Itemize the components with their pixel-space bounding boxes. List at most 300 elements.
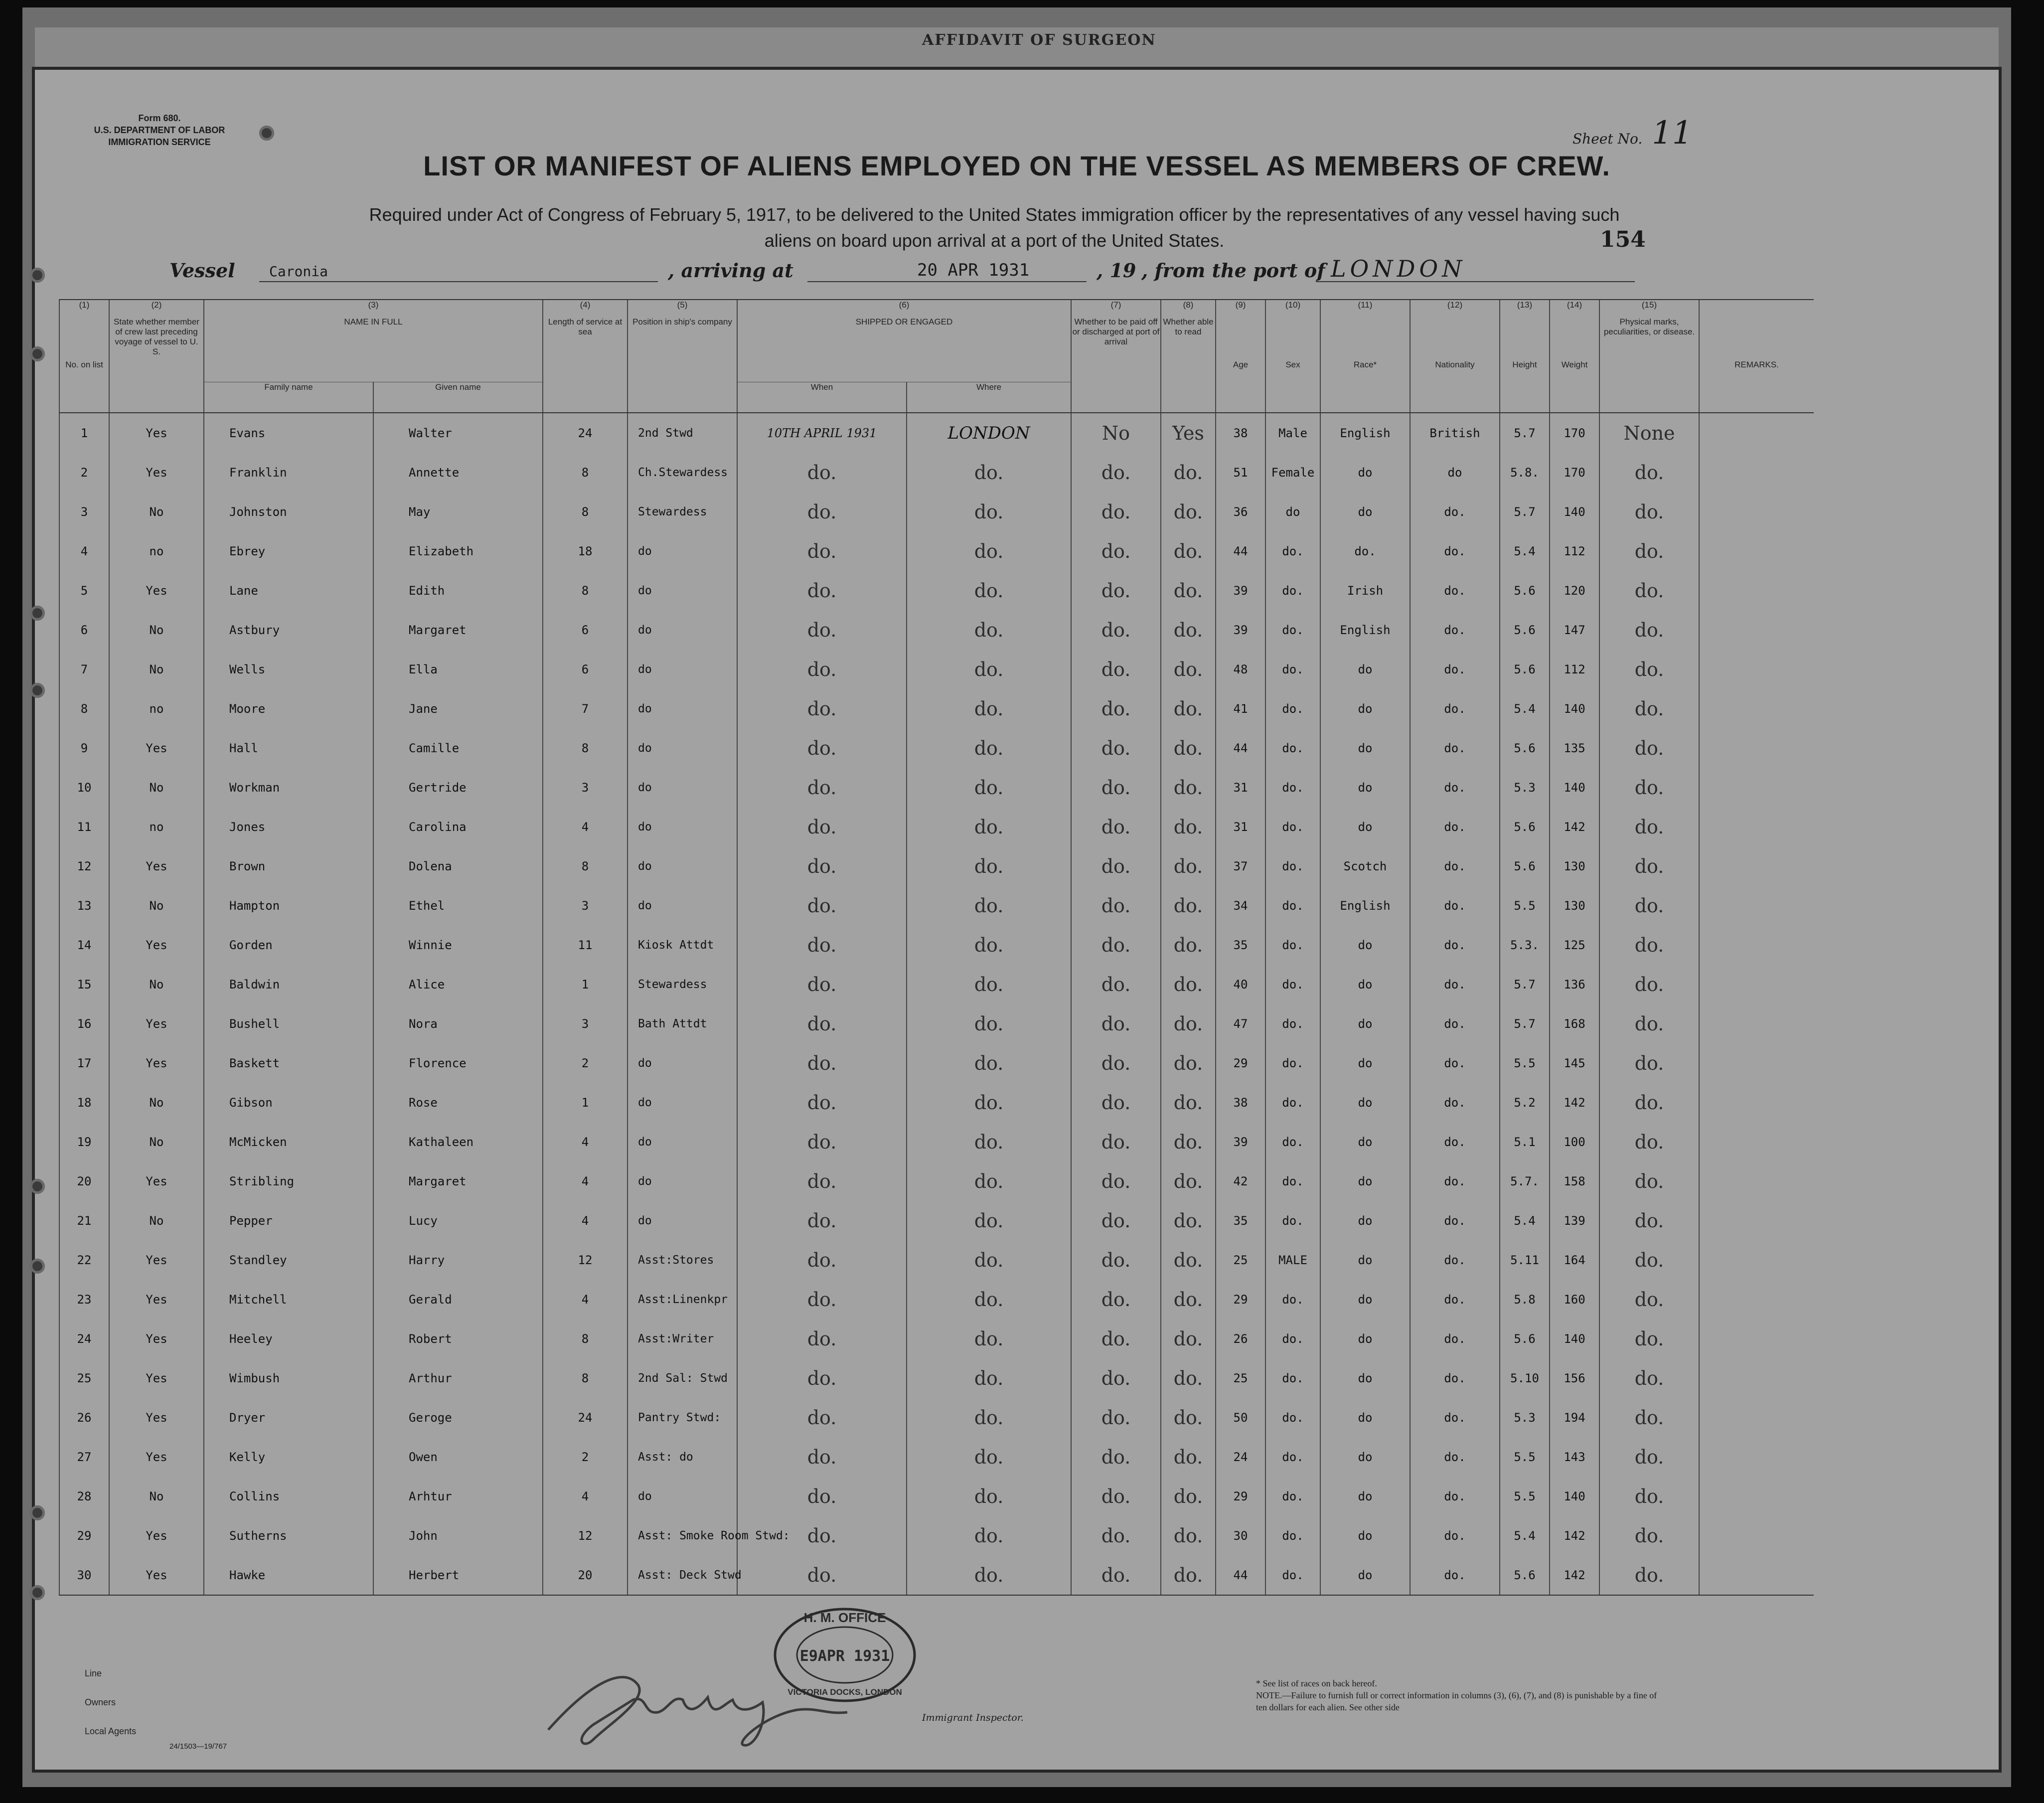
family-name: Heeley bbox=[204, 1319, 373, 1358]
weight: 139 bbox=[1550, 1201, 1599, 1240]
manifest-row bbox=[59, 531, 1814, 571]
member-previous: no bbox=[109, 531, 204, 571]
shipped-when: do. bbox=[737, 1319, 907, 1358]
manifest-row bbox=[59, 728, 1814, 768]
family-name: Lane bbox=[204, 571, 373, 610]
shipped-when: do. bbox=[737, 1201, 907, 1240]
race: do bbox=[1320, 768, 1410, 807]
age: 24 bbox=[1216, 1437, 1265, 1476]
paid-off: do. bbox=[1071, 531, 1161, 571]
age: 42 bbox=[1216, 1161, 1265, 1201]
sheet-number-label: Sheet No. bbox=[1572, 131, 1643, 147]
row-number: 17 bbox=[59, 1043, 109, 1083]
shipped-where: do. bbox=[907, 1358, 1071, 1398]
physical-marks: do. bbox=[1599, 453, 1699, 492]
length-of-service: 18 bbox=[543, 531, 628, 571]
paid-off: do. bbox=[1071, 1043, 1161, 1083]
nationality: do bbox=[1410, 453, 1500, 492]
family-name: Ebrey bbox=[204, 531, 373, 571]
row-number: 15 bbox=[59, 965, 109, 1004]
given-name: Florence bbox=[373, 1043, 543, 1083]
member-previous: Yes bbox=[109, 1398, 204, 1437]
header-physical-marks: Physical marks, peculiarities, or disease. bbox=[1599, 317, 1699, 413]
shipped-when: do. bbox=[737, 1437, 907, 1476]
paid-off: do. bbox=[1071, 1476, 1161, 1516]
sex: do. bbox=[1265, 1043, 1320, 1083]
age: 44 bbox=[1216, 1555, 1265, 1595]
able-to-read: do. bbox=[1161, 1004, 1216, 1043]
shipped-when: do. bbox=[737, 886, 907, 925]
position-in-company: do bbox=[628, 846, 737, 886]
age: 37 bbox=[1216, 846, 1265, 886]
col-number: (1) bbox=[59, 300, 109, 317]
nationality: do. bbox=[1410, 925, 1500, 965]
shipped-when: do. bbox=[737, 610, 907, 650]
race: do bbox=[1320, 1319, 1410, 1358]
given-name: Nora bbox=[373, 1004, 543, 1043]
member-previous: No bbox=[109, 1476, 204, 1516]
binder-hole-icon bbox=[30, 683, 45, 698]
weight: 135 bbox=[1550, 728, 1599, 768]
vessel-label: Vessel bbox=[169, 259, 235, 282]
col-number: (8) bbox=[1161, 300, 1216, 317]
manifest-row bbox=[59, 1319, 1814, 1358]
shipped-when: do. bbox=[737, 807, 907, 846]
folded-top-edge bbox=[35, 27, 1999, 70]
col-number: (7) bbox=[1071, 300, 1161, 317]
member-previous: No bbox=[109, 1083, 204, 1122]
header-age: Age bbox=[1216, 317, 1265, 413]
position-in-company: Ch.Stewardess bbox=[628, 453, 737, 492]
member-previous: no bbox=[109, 807, 204, 846]
family-name: Kelly bbox=[204, 1437, 373, 1476]
physical-marks: do. bbox=[1599, 492, 1699, 531]
physical-marks: do. bbox=[1599, 768, 1699, 807]
sex: do bbox=[1265, 492, 1320, 531]
paid-off: do. bbox=[1071, 610, 1161, 650]
sex: do. bbox=[1265, 610, 1320, 650]
col-number: (14) bbox=[1550, 300, 1599, 317]
row-number: 7 bbox=[59, 650, 109, 689]
header-given-name: Given name bbox=[373, 382, 543, 413]
given-name: Owen bbox=[373, 1437, 543, 1476]
sex: do. bbox=[1265, 965, 1320, 1004]
row-number: 8 bbox=[59, 689, 109, 728]
paid-off: do. bbox=[1071, 807, 1161, 846]
remarks bbox=[1699, 1437, 1814, 1476]
remarks bbox=[1699, 610, 1814, 650]
remarks bbox=[1699, 1004, 1814, 1043]
weight: 142 bbox=[1550, 1516, 1599, 1555]
weight: 112 bbox=[1550, 650, 1599, 689]
able-to-read: do. bbox=[1161, 1240, 1216, 1280]
member-previous: Yes bbox=[109, 453, 204, 492]
physical-marks: do. bbox=[1599, 807, 1699, 846]
nationality: do. bbox=[1410, 886, 1500, 925]
family-name: Stribling bbox=[204, 1161, 373, 1201]
member-previous: No bbox=[109, 492, 204, 531]
position-in-company: 2nd Sal: Stwd bbox=[628, 1358, 737, 1398]
family-name: Franklin bbox=[204, 453, 373, 492]
physical-marks: do. bbox=[1599, 1476, 1699, 1516]
owners-label: Owners bbox=[85, 1697, 116, 1707]
member-previous: Yes bbox=[109, 413, 204, 453]
nationality: do. bbox=[1410, 1043, 1500, 1083]
header-sex: Sex bbox=[1265, 317, 1320, 413]
nationality: do. bbox=[1410, 807, 1500, 846]
header-position: Position in ship's company bbox=[628, 317, 737, 413]
sex: do. bbox=[1265, 571, 1320, 610]
shipped-where: do. bbox=[907, 1398, 1071, 1437]
paid-off: do. bbox=[1071, 689, 1161, 728]
family-name: Gorden bbox=[204, 925, 373, 965]
physical-marks: do. bbox=[1599, 925, 1699, 965]
paid-off: do. bbox=[1071, 1358, 1161, 1398]
member-previous: Yes bbox=[109, 925, 204, 965]
member-previous: no bbox=[109, 689, 204, 728]
remarks bbox=[1699, 846, 1814, 886]
able-to-read: do. bbox=[1161, 1161, 1216, 1201]
able-to-read: do. bbox=[1161, 1437, 1216, 1476]
sex: do. bbox=[1265, 1555, 1320, 1595]
race: do bbox=[1320, 1437, 1410, 1476]
row-number: 22 bbox=[59, 1240, 109, 1280]
age: 31 bbox=[1216, 768, 1265, 807]
race: do bbox=[1320, 1516, 1410, 1555]
nationality: British bbox=[1410, 413, 1500, 453]
paid-off: do. bbox=[1071, 1516, 1161, 1555]
remarks bbox=[1699, 1280, 1814, 1319]
member-previous: No bbox=[109, 886, 204, 925]
manifest-row bbox=[59, 689, 1814, 728]
header-length-service: Length of service at sea bbox=[543, 317, 628, 413]
height: 5.3 bbox=[1500, 768, 1550, 807]
weight: 158 bbox=[1550, 1161, 1599, 1201]
row-number: 2 bbox=[59, 453, 109, 492]
row-number: 5 bbox=[59, 571, 109, 610]
sex: do. bbox=[1265, 1358, 1320, 1398]
age: 31 bbox=[1216, 807, 1265, 846]
race: do bbox=[1320, 1201, 1410, 1240]
given-name: Edith bbox=[373, 571, 543, 610]
row-number: 9 bbox=[59, 728, 109, 768]
paid-off: do. bbox=[1071, 1161, 1161, 1201]
inspector-label: Immigrant Inspector. bbox=[922, 1712, 1024, 1723]
remarks bbox=[1699, 1122, 1814, 1161]
height: 5.4 bbox=[1500, 689, 1550, 728]
able-to-read: do. bbox=[1161, 689, 1216, 728]
position-in-company: do bbox=[628, 1476, 737, 1516]
paid-off: do. bbox=[1071, 571, 1161, 610]
able-to-read: Yes bbox=[1161, 413, 1216, 453]
nationality: do. bbox=[1410, 610, 1500, 650]
length-of-service: 3 bbox=[543, 768, 628, 807]
physical-marks: do. bbox=[1599, 1437, 1699, 1476]
given-name: Ella bbox=[373, 650, 543, 689]
manifest-row bbox=[59, 846, 1814, 886]
weight: 136 bbox=[1550, 965, 1599, 1004]
given-name: Arthur bbox=[373, 1358, 543, 1398]
row-number: 20 bbox=[59, 1161, 109, 1201]
page-title: LIST OR MANIFEST OF ALIENS EMPLOYED ON THE VESSEL AS MEMBERS OF CREW. bbox=[423, 150, 1610, 181]
binder-hole-icon bbox=[30, 268, 45, 283]
shipped-when: do. bbox=[737, 768, 907, 807]
physical-marks: do. bbox=[1599, 1043, 1699, 1083]
vessel-line bbox=[169, 255, 1665, 284]
weight: 147 bbox=[1550, 610, 1599, 650]
nationality: do. bbox=[1410, 965, 1500, 1004]
physical-marks: do. bbox=[1599, 1122, 1699, 1161]
race: English bbox=[1320, 413, 1410, 453]
height: 5.8 bbox=[1500, 1280, 1550, 1319]
given-name: Jane bbox=[373, 689, 543, 728]
age: 50 bbox=[1216, 1398, 1265, 1437]
member-previous: Yes bbox=[109, 1319, 204, 1358]
weight: 100 bbox=[1550, 1122, 1599, 1161]
col-number: (12) bbox=[1410, 300, 1500, 317]
family-name: Moore bbox=[204, 689, 373, 728]
height: 5.6 bbox=[1500, 846, 1550, 886]
weight: 140 bbox=[1550, 689, 1599, 728]
shipped-when: do. bbox=[737, 1122, 907, 1161]
physical-marks: do. bbox=[1599, 1004, 1699, 1043]
member-previous: Yes bbox=[109, 1043, 204, 1083]
manifest-row bbox=[59, 1004, 1814, 1043]
row-number: 23 bbox=[59, 1280, 109, 1319]
height: 5.6 bbox=[1500, 807, 1550, 846]
family-name: Baldwin bbox=[204, 965, 373, 1004]
family-name: Hampton bbox=[204, 886, 373, 925]
weight: 125 bbox=[1550, 925, 1599, 965]
binder-hole-icon bbox=[30, 1585, 45, 1600]
row-number: 3 bbox=[59, 492, 109, 531]
shipped-where: do. bbox=[907, 1319, 1071, 1358]
race: English bbox=[1320, 886, 1410, 925]
physical-marks: do. bbox=[1599, 728, 1699, 768]
row-number: 4 bbox=[59, 531, 109, 571]
family-name: Johnston bbox=[204, 492, 373, 531]
weight: 194 bbox=[1550, 1398, 1599, 1437]
physical-marks: do. bbox=[1599, 531, 1699, 571]
member-previous: No bbox=[109, 610, 204, 650]
family-name: Baskett bbox=[204, 1043, 373, 1083]
race: do bbox=[1320, 728, 1410, 768]
manifest-body bbox=[59, 413, 1814, 1595]
position-in-company: 2nd Stwd bbox=[628, 413, 737, 453]
height: 5.6 bbox=[1500, 610, 1550, 650]
able-to-read: do. bbox=[1161, 571, 1216, 610]
member-previous: No bbox=[109, 1201, 204, 1240]
nationality: do. bbox=[1410, 768, 1500, 807]
shipped-where: do. bbox=[907, 925, 1071, 965]
office-stamp bbox=[773, 1605, 917, 1705]
nationality: do. bbox=[1410, 1280, 1500, 1319]
remarks bbox=[1699, 1476, 1814, 1516]
position-in-company: do bbox=[628, 768, 737, 807]
race: do bbox=[1320, 492, 1410, 531]
weight: 142 bbox=[1550, 807, 1599, 846]
given-name: Ethel bbox=[373, 886, 543, 925]
given-name: Gerald bbox=[373, 1280, 543, 1319]
sex: MALE bbox=[1265, 1240, 1320, 1280]
manifest-row bbox=[59, 492, 1814, 531]
member-previous: Yes bbox=[109, 1437, 204, 1476]
header-family-name: Family name bbox=[204, 382, 373, 413]
race: do bbox=[1320, 1358, 1410, 1398]
family-name: Wells bbox=[204, 650, 373, 689]
remarks bbox=[1699, 1555, 1814, 1595]
row-number: 16 bbox=[59, 1004, 109, 1043]
able-to-read: do. bbox=[1161, 925, 1216, 965]
given-name: Alice bbox=[373, 965, 543, 1004]
binder-hole-icon bbox=[259, 126, 274, 141]
length-of-service: 12 bbox=[543, 1240, 628, 1280]
length-of-service: 8 bbox=[543, 846, 628, 886]
race: do bbox=[1320, 650, 1410, 689]
header-nationality: Nationality bbox=[1410, 317, 1500, 413]
header-shipped-engaged: SHIPPED OR ENGAGED bbox=[737, 317, 1071, 382]
height: 5.4 bbox=[1500, 1201, 1550, 1240]
age: 39 bbox=[1216, 1122, 1265, 1161]
shipped-when: do. bbox=[737, 1043, 907, 1083]
position-in-company: do bbox=[628, 728, 737, 768]
member-previous: Yes bbox=[109, 1358, 204, 1398]
subtitle-line-1: Required under Act of Congress of February 5, 1917, to be delivered to the United States immigration officer by the representatives of any vessel having such bbox=[369, 204, 1620, 225]
paid-off: do. bbox=[1071, 846, 1161, 886]
paid-off: do. bbox=[1071, 1437, 1161, 1476]
weight: 120 bbox=[1550, 571, 1599, 610]
family-name: Astbury bbox=[204, 610, 373, 650]
binder-hole-icon bbox=[30, 1505, 45, 1520]
paid-off: do. bbox=[1071, 650, 1161, 689]
member-previous: Yes bbox=[109, 1161, 204, 1201]
weight: 112 bbox=[1550, 531, 1599, 571]
row-number: 24 bbox=[59, 1319, 109, 1358]
arriving-label: , arriving at bbox=[668, 259, 793, 282]
arriving-underline bbox=[807, 281, 1087, 282]
height: 5.2 bbox=[1500, 1083, 1550, 1122]
nationality: do. bbox=[1410, 492, 1500, 531]
header-when: When bbox=[737, 382, 907, 413]
weight: 143 bbox=[1550, 1437, 1599, 1476]
nationality: do. bbox=[1410, 1004, 1500, 1043]
nationality: do. bbox=[1410, 1201, 1500, 1240]
paid-off: do. bbox=[1071, 453, 1161, 492]
physical-marks: do. bbox=[1599, 1083, 1699, 1122]
weight: 130 bbox=[1550, 846, 1599, 886]
member-previous: No bbox=[109, 768, 204, 807]
weight: 142 bbox=[1550, 1083, 1599, 1122]
age: 47 bbox=[1216, 1004, 1265, 1043]
shipped-where: do. bbox=[907, 1122, 1071, 1161]
physical-marks: do. bbox=[1599, 965, 1699, 1004]
paid-off: do. bbox=[1071, 768, 1161, 807]
col-number: (10) bbox=[1265, 300, 1320, 317]
age: 38 bbox=[1216, 1083, 1265, 1122]
row-number: 26 bbox=[59, 1398, 109, 1437]
length-of-service: 6 bbox=[543, 650, 628, 689]
weight: 140 bbox=[1550, 1319, 1599, 1358]
race: do bbox=[1320, 1004, 1410, 1043]
header-name-in-full: NAME IN FULL bbox=[204, 317, 543, 382]
family-name: McMicken bbox=[204, 1122, 373, 1161]
manifest-row bbox=[59, 768, 1814, 807]
paid-off: do. bbox=[1071, 1555, 1161, 1595]
shipped-where: do. bbox=[907, 650, 1071, 689]
race: do bbox=[1320, 1398, 1410, 1437]
position-in-company: Kiosk Attdt bbox=[628, 925, 737, 965]
shipped-where: do. bbox=[907, 728, 1071, 768]
height: 5.6 bbox=[1500, 571, 1550, 610]
shipped-where: do. bbox=[907, 886, 1071, 925]
row-number: 1 bbox=[59, 413, 109, 453]
position-in-company: do bbox=[628, 1201, 737, 1240]
remarks bbox=[1699, 1516, 1814, 1555]
able-to-read: do. bbox=[1161, 1476, 1216, 1516]
remarks bbox=[1699, 1358, 1814, 1398]
manifest-row bbox=[59, 1476, 1814, 1516]
able-to-read: do. bbox=[1161, 650, 1216, 689]
col-number: (2) bbox=[109, 300, 204, 317]
row-number: 30 bbox=[59, 1555, 109, 1595]
age: 36 bbox=[1216, 492, 1265, 531]
manifest-row bbox=[59, 413, 1814, 453]
paid-off: do. bbox=[1071, 1398, 1161, 1437]
length-of-service: 3 bbox=[543, 886, 628, 925]
height: 5.6 bbox=[1500, 1319, 1550, 1358]
nationality: do. bbox=[1410, 689, 1500, 728]
height: 5.10 bbox=[1500, 1358, 1550, 1398]
row-number: 13 bbox=[59, 886, 109, 925]
age: 35 bbox=[1216, 1201, 1265, 1240]
sex: do. bbox=[1265, 1280, 1320, 1319]
col-number: (15) bbox=[1599, 300, 1699, 317]
length-of-service: 1 bbox=[543, 1083, 628, 1122]
nationality: do. bbox=[1410, 1516, 1500, 1555]
height: 5.7 bbox=[1500, 1004, 1550, 1043]
shipped-when: do. bbox=[737, 492, 907, 531]
nationality: do. bbox=[1410, 531, 1500, 571]
paid-off: do. bbox=[1071, 1280, 1161, 1319]
paid-off: do. bbox=[1071, 1201, 1161, 1240]
shipped-where: do. bbox=[907, 610, 1071, 650]
height: 5.6 bbox=[1500, 728, 1550, 768]
physical-marks: do. bbox=[1599, 1555, 1699, 1595]
length-of-service: 4 bbox=[543, 1161, 628, 1201]
height: 5.6 bbox=[1500, 650, 1550, 689]
member-previous: Yes bbox=[109, 846, 204, 886]
remarks bbox=[1699, 453, 1814, 492]
able-to-read: do. bbox=[1161, 1083, 1216, 1122]
shipped-where: do. bbox=[907, 1083, 1071, 1122]
manifest-row bbox=[59, 1201, 1814, 1240]
shipped-where: do. bbox=[907, 1437, 1071, 1476]
physical-marks: do. bbox=[1599, 1201, 1699, 1240]
nationality: do. bbox=[1410, 1437, 1500, 1476]
shipped-where: do. bbox=[907, 768, 1071, 807]
shipped-where: do. bbox=[907, 689, 1071, 728]
able-to-read: do. bbox=[1161, 886, 1216, 925]
shipped-where: do. bbox=[907, 807, 1071, 846]
shipped-when: do. bbox=[737, 531, 907, 571]
length-of-service: 1 bbox=[543, 965, 628, 1004]
given-name: Margaret bbox=[373, 610, 543, 650]
position-in-company: Asst:Stores bbox=[628, 1240, 737, 1280]
shipped-where: do. bbox=[907, 1004, 1071, 1043]
height: 5.6 bbox=[1500, 1555, 1550, 1595]
able-to-read: do. bbox=[1161, 846, 1216, 886]
shipped-where: do. bbox=[907, 1201, 1071, 1240]
